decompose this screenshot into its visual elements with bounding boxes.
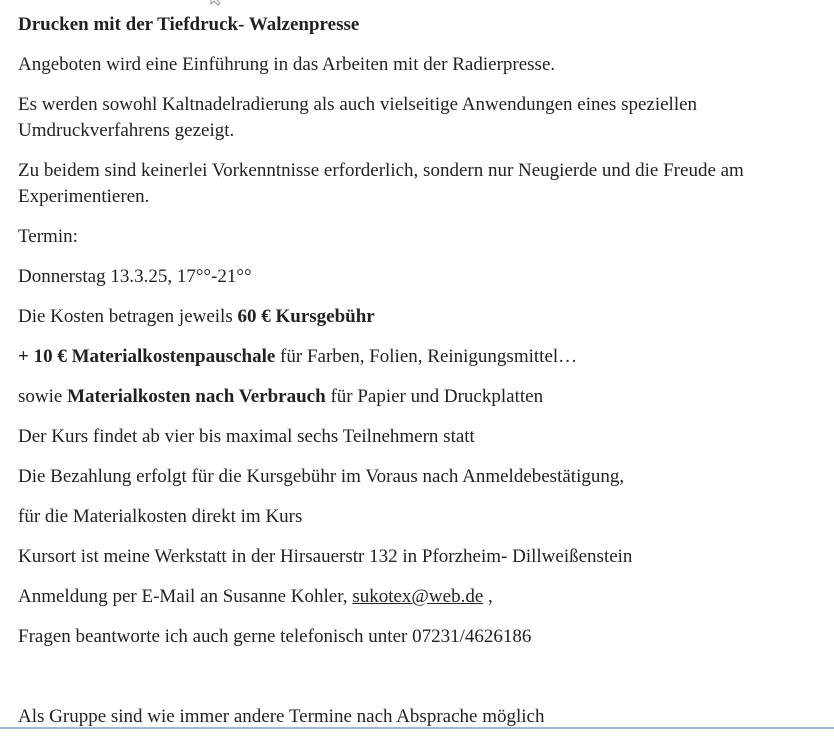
- location-paragraph: Kursort ist meine Werkstatt in der Hirsauerstr 132 in Pforzheim- Dillweißenstein: [18, 546, 633, 567]
- phone-paragraph: Fragen beantworte ich auch gerne telefonisch unter 07231/4626186: [18, 626, 532, 647]
- material-flat-description: für Farben, Folien, Reinigungsmittel…: [275, 346, 578, 367]
- course-fee: 60 € Kursgebühr: [237, 306, 375, 327]
- payment-paragraph-2: für die Materialkosten direkt im Kurs: [18, 506, 303, 527]
- registration-suffix: ,: [483, 586, 493, 607]
- cost-prefix: Die Kosten betragen jeweils: [18, 306, 238, 327]
- payment-paragraph-1: Die Bezahlung erfolgt für die Kursgebühr im Voraus nach Anmeldebestätigung,: [18, 466, 625, 487]
- material-flat-paragraph: [18, 344, 808, 370]
- material-usage-paragraph: [18, 384, 808, 410]
- cost-paragraph: [18, 304, 808, 330]
- registration-paragraph: [18, 584, 808, 610]
- date-value: Donnerstag 13.3.25, 17°°-21°°: [18, 266, 252, 287]
- material-usage-description: für Papier und Druckplatten: [325, 386, 544, 407]
- material-flat-fee: + 10 € Materialkostenpauschale: [18, 346, 276, 367]
- document-body: [18, 12, 808, 744]
- participants-paragraph: Der Kurs findet ab vier bis maximal sechs Teilnehmern statt: [18, 426, 475, 447]
- material-usage-cost: Materialkosten nach Verbrauch: [67, 386, 326, 407]
- mouse-cursor-icon: [210, 0, 222, 6]
- prerequisites-paragraph: Zu beidem sind keinerlei Vorkenntnisse erforderlich, sondern nur Neugierde und die Freude am Experimentieren.: [18, 160, 744, 207]
- techniques-paragraph: Es werden sowohl Kaltnadelradierung als auch vielseitige Anwendungen eines speziellen Umdruckverfahrens gezeigt.: [18, 94, 698, 141]
- date-label: Termin:: [18, 226, 78, 247]
- material-usage-prefix: sowie: [18, 386, 68, 407]
- intro-paragraph: Angeboten wird eine Einführung in das Arbeiten mit der Radierpresse.: [18, 54, 556, 75]
- email-link[interactable]: sukotex@web.de: [352, 586, 484, 607]
- registration-prefix: Anmeldung per E-Mail an Susanne Kohler,: [18, 586, 353, 607]
- empty-line: [18, 664, 808, 704]
- group-note-paragraph: Als Gruppe sind wie immer andere Termine nach Absprache möglich: [18, 706, 545, 727]
- document-title: Drucken mit der Tiefdruck- Walzenpresse: [18, 14, 360, 35]
